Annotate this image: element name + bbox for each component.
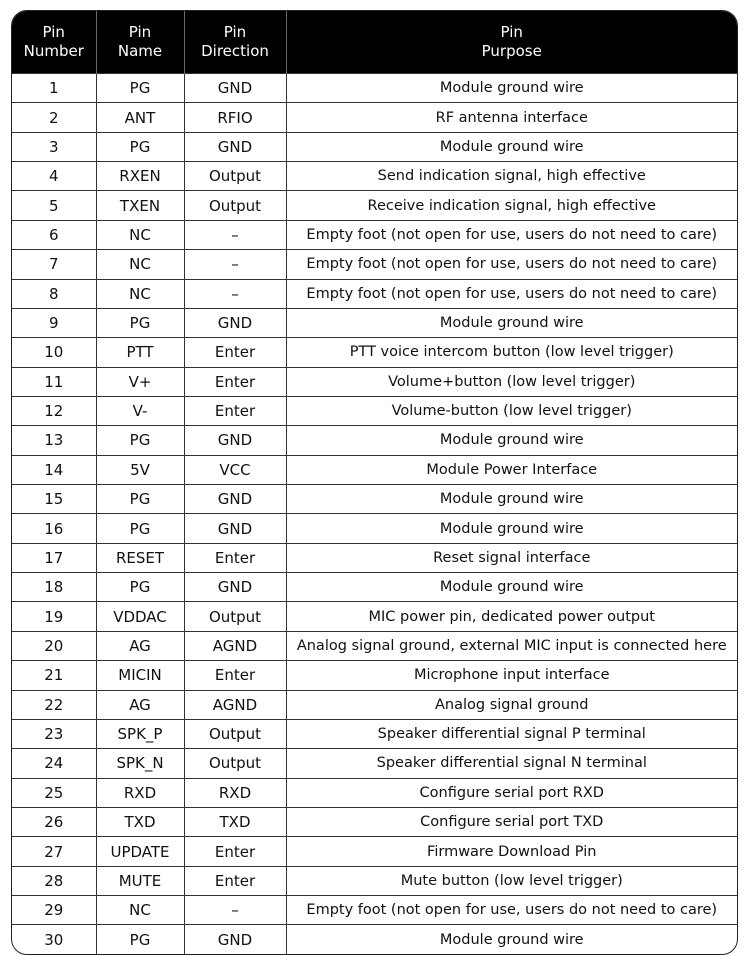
table-row [12, 338, 737, 367]
pin-purpose-cell: Empty foot (not open for use, users do not need to care) [286, 279, 737, 308]
pin-number-cell: 23 [12, 719, 96, 748]
pin-name-cell: RXD [96, 778, 184, 807]
table-row [12, 250, 737, 279]
pin-number-cell: 17 [12, 543, 96, 572]
pin-purpose-cell: Empty foot (not open for use, users do not need to care) [286, 896, 737, 925]
pin-number-cell: 1 [12, 74, 96, 103]
pin-purpose-cell: MIC power pin, dedicated power output [286, 602, 737, 631]
pin-name-cell: NC [96, 250, 184, 279]
pin-name-cell: AG [96, 631, 184, 660]
pin-direction-cell: Enter [184, 837, 286, 866]
pin-direction-cell: GND [184, 74, 286, 103]
pin-direction-cell: TXD [184, 807, 286, 836]
pin-number-cell: 24 [12, 749, 96, 778]
pin-name-cell: MICIN [96, 661, 184, 690]
pin-number-cell: 13 [12, 426, 96, 455]
pin-purpose-cell: Microphone input interface [286, 661, 737, 690]
pin-name-cell: V+ [96, 367, 184, 396]
pin-direction-cell: GND [184, 426, 286, 455]
table-row [12, 631, 737, 660]
pin-direction-cell: GND [184, 132, 286, 161]
pin-number-cell: 21 [12, 661, 96, 690]
table-row [12, 807, 737, 836]
pin-direction-cell: Output [184, 191, 286, 220]
pin-number-cell: 5 [12, 191, 96, 220]
pin-purpose-cell: Firmware Download Pin [286, 837, 737, 866]
pin-name-cell: SPK_N [96, 749, 184, 778]
pin-purpose-cell: Mute button (low level trigger) [286, 866, 737, 895]
header-line: Pin [128, 23, 152, 41]
pin-purpose-cell: Empty foot (not open for use, users do not need to care) [286, 250, 737, 279]
pin-purpose-cell: RF antenna interface [286, 103, 737, 132]
table-row [12, 514, 737, 543]
pin-purpose-cell: Module ground wire [286, 573, 737, 602]
header-line: Number [23, 42, 84, 60]
pin-direction-cell: Enter [184, 661, 286, 690]
pin-purpose-cell: Speaker differential signal P terminal [286, 719, 737, 748]
pin-purpose-cell: Module ground wire [286, 308, 737, 337]
pin-number-cell: 20 [12, 631, 96, 660]
table-header [12, 11, 737, 74]
table-row [12, 719, 737, 748]
table-row [12, 925, 737, 954]
pin-direction-cell: GND [184, 485, 286, 514]
table-row [12, 690, 737, 719]
pin-direction-cell: – [184, 896, 286, 925]
pin-direction-cell: VCC [184, 455, 286, 484]
pin-name-cell: TXD [96, 807, 184, 836]
pin-number-cell: 6 [12, 220, 96, 249]
table-row [12, 426, 737, 455]
pin-name-cell: PG [96, 573, 184, 602]
pin-purpose-cell: Reset signal interface [286, 543, 737, 572]
table-row [12, 837, 737, 866]
pin-name-cell: PG [96, 485, 184, 514]
pin-direction-cell: Enter [184, 543, 286, 572]
header-line: Pin [500, 23, 523, 41]
pin-name-cell: PTT [96, 338, 184, 367]
pin-purpose-cell: Module ground wire [286, 514, 737, 543]
table-row [12, 191, 737, 220]
pin-number-cell: 11 [12, 367, 96, 396]
pin-number-cell: 7 [12, 250, 96, 279]
table-row [12, 661, 737, 690]
pin-number-cell: 29 [12, 896, 96, 925]
pin-number-cell: 30 [12, 925, 96, 954]
pin-name-cell: PG [96, 514, 184, 543]
table-row [12, 279, 737, 308]
table-row [12, 162, 737, 191]
header-line: Name [117, 42, 163, 60]
pin-name-cell: NC [96, 220, 184, 249]
table-row [12, 749, 737, 778]
pin-purpose-cell: Volume+button (low level trigger) [286, 367, 737, 396]
header-pin-name [96, 11, 184, 74]
pin-direction-cell: – [184, 250, 286, 279]
header-row [12, 11, 737, 74]
pin-name-cell: SPK_P [96, 719, 184, 748]
pin-table [12, 11, 737, 954]
pin-purpose-cell: PTT voice intercom button (low level trigger) [286, 338, 737, 367]
table-row [12, 543, 737, 572]
header-pin-direction [184, 11, 286, 74]
pin-direction-cell: RFIO [184, 103, 286, 132]
pin-purpose-cell: Module ground wire [286, 925, 737, 954]
pin-direction-cell: AGND [184, 631, 286, 660]
pin-purpose-cell: Receive indication signal, high effective [286, 191, 737, 220]
pin-number-cell: 2 [12, 103, 96, 132]
pin-purpose-cell: Configure serial port RXD [286, 778, 737, 807]
pin-number-cell: 22 [12, 690, 96, 719]
pin-number-cell: 16 [12, 514, 96, 543]
table-row [12, 455, 737, 484]
table-row [12, 778, 737, 807]
table-row [12, 367, 737, 396]
pin-direction-cell: Enter [184, 866, 286, 895]
pin-number-cell: 3 [12, 132, 96, 161]
pin-name-cell: PG [96, 426, 184, 455]
header-pin-number [12, 11, 96, 74]
pin-purpose-cell: Send indication signal, high effective [286, 162, 737, 191]
header-pin-purpose [286, 11, 737, 74]
header-line: Pin [42, 23, 65, 41]
table-row [12, 485, 737, 514]
pin-purpose-cell: Module Power Interface [286, 455, 737, 484]
pin-number-cell: 4 [12, 162, 96, 191]
pin-purpose-cell: Volume-button (low level trigger) [286, 396, 737, 425]
pin-purpose-cell: Analog signal ground [286, 690, 737, 719]
table-body [12, 74, 737, 954]
pin-name-cell: NC [96, 896, 184, 925]
pin-number-cell: 9 [12, 308, 96, 337]
pin-purpose-cell: Module ground wire [286, 74, 737, 103]
table-row [12, 866, 737, 895]
pin-direction-cell: Enter [184, 396, 286, 425]
pin-purpose-cell: Analog signal ground, external MIC input is connected here [286, 631, 737, 660]
pin-name-cell: 5V [96, 455, 184, 484]
pin-name-cell: NC [96, 279, 184, 308]
table-row [12, 573, 737, 602]
pin-name-cell: MUTE [96, 866, 184, 895]
pin-name-cell: RXEN [96, 162, 184, 191]
pin-direction-cell: GND [184, 925, 286, 954]
pin-direction-cell: GND [184, 514, 286, 543]
pin-direction-cell: GND [184, 308, 286, 337]
pin-number-cell: 19 [12, 602, 96, 631]
pin-name-cell: AG [96, 690, 184, 719]
pin-direction-cell: – [184, 279, 286, 308]
pin-direction-cell: Output [184, 162, 286, 191]
pin-name-cell: PG [96, 132, 184, 161]
pin-purpose-cell: Speaker differential signal N terminal [286, 749, 737, 778]
pin-purpose-cell: Module ground wire [286, 485, 737, 514]
pin-number-cell: 8 [12, 279, 96, 308]
pin-purpose-cell: Module ground wire [286, 426, 737, 455]
table-row [12, 74, 737, 103]
pin-number-cell: 18 [12, 573, 96, 602]
header-line: Pin [223, 23, 247, 41]
pin-direction-cell: RXD [184, 778, 286, 807]
pin-number-cell: 15 [12, 485, 96, 514]
pin-number-cell: 14 [12, 455, 96, 484]
table-row [12, 602, 737, 631]
pin-direction-cell: GND [184, 573, 286, 602]
pin-name-cell: RESET [96, 543, 184, 572]
table-row [12, 132, 737, 161]
pin-direction-cell: – [184, 220, 286, 249]
pin-name-cell: TXEN [96, 191, 184, 220]
pin-direction-cell: Enter [184, 367, 286, 396]
pin-purpose-cell: Empty foot (not open for use, users do not need to care) [286, 220, 737, 249]
pin-name-cell: UPDATE [96, 837, 184, 866]
pin-name-cell: VDDAC [96, 602, 184, 631]
pin-number-cell: 12 [12, 396, 96, 425]
pin-number-cell: 10 [12, 338, 96, 367]
pin-number-cell: 25 [12, 778, 96, 807]
pin-number-cell: 28 [12, 866, 96, 895]
pin-name-cell: PG [96, 74, 184, 103]
pin-direction-cell: Output [184, 749, 286, 778]
header-line: Purpose [481, 42, 542, 60]
pin-direction-cell: AGND [184, 690, 286, 719]
pin-name-cell: PG [96, 308, 184, 337]
pin-table-container [11, 10, 738, 955]
table-row [12, 396, 737, 425]
header-line: Direction [201, 42, 269, 60]
table-row [12, 308, 737, 337]
pin-number-cell: 26 [12, 807, 96, 836]
pin-direction-cell: Output [184, 602, 286, 631]
pin-name-cell: V- [96, 396, 184, 425]
table-row [12, 103, 737, 132]
pin-purpose-cell: Module ground wire [286, 132, 737, 161]
table-row [12, 220, 737, 249]
table-row [12, 896, 737, 925]
pin-number-cell: 27 [12, 837, 96, 866]
pin-purpose-cell: Configure serial port TXD [286, 807, 737, 836]
pin-direction-cell: Output [184, 719, 286, 748]
pin-direction-cell: Enter [184, 338, 286, 367]
pin-name-cell: PG [96, 925, 184, 954]
pin-name-cell: ANT [96, 103, 184, 132]
